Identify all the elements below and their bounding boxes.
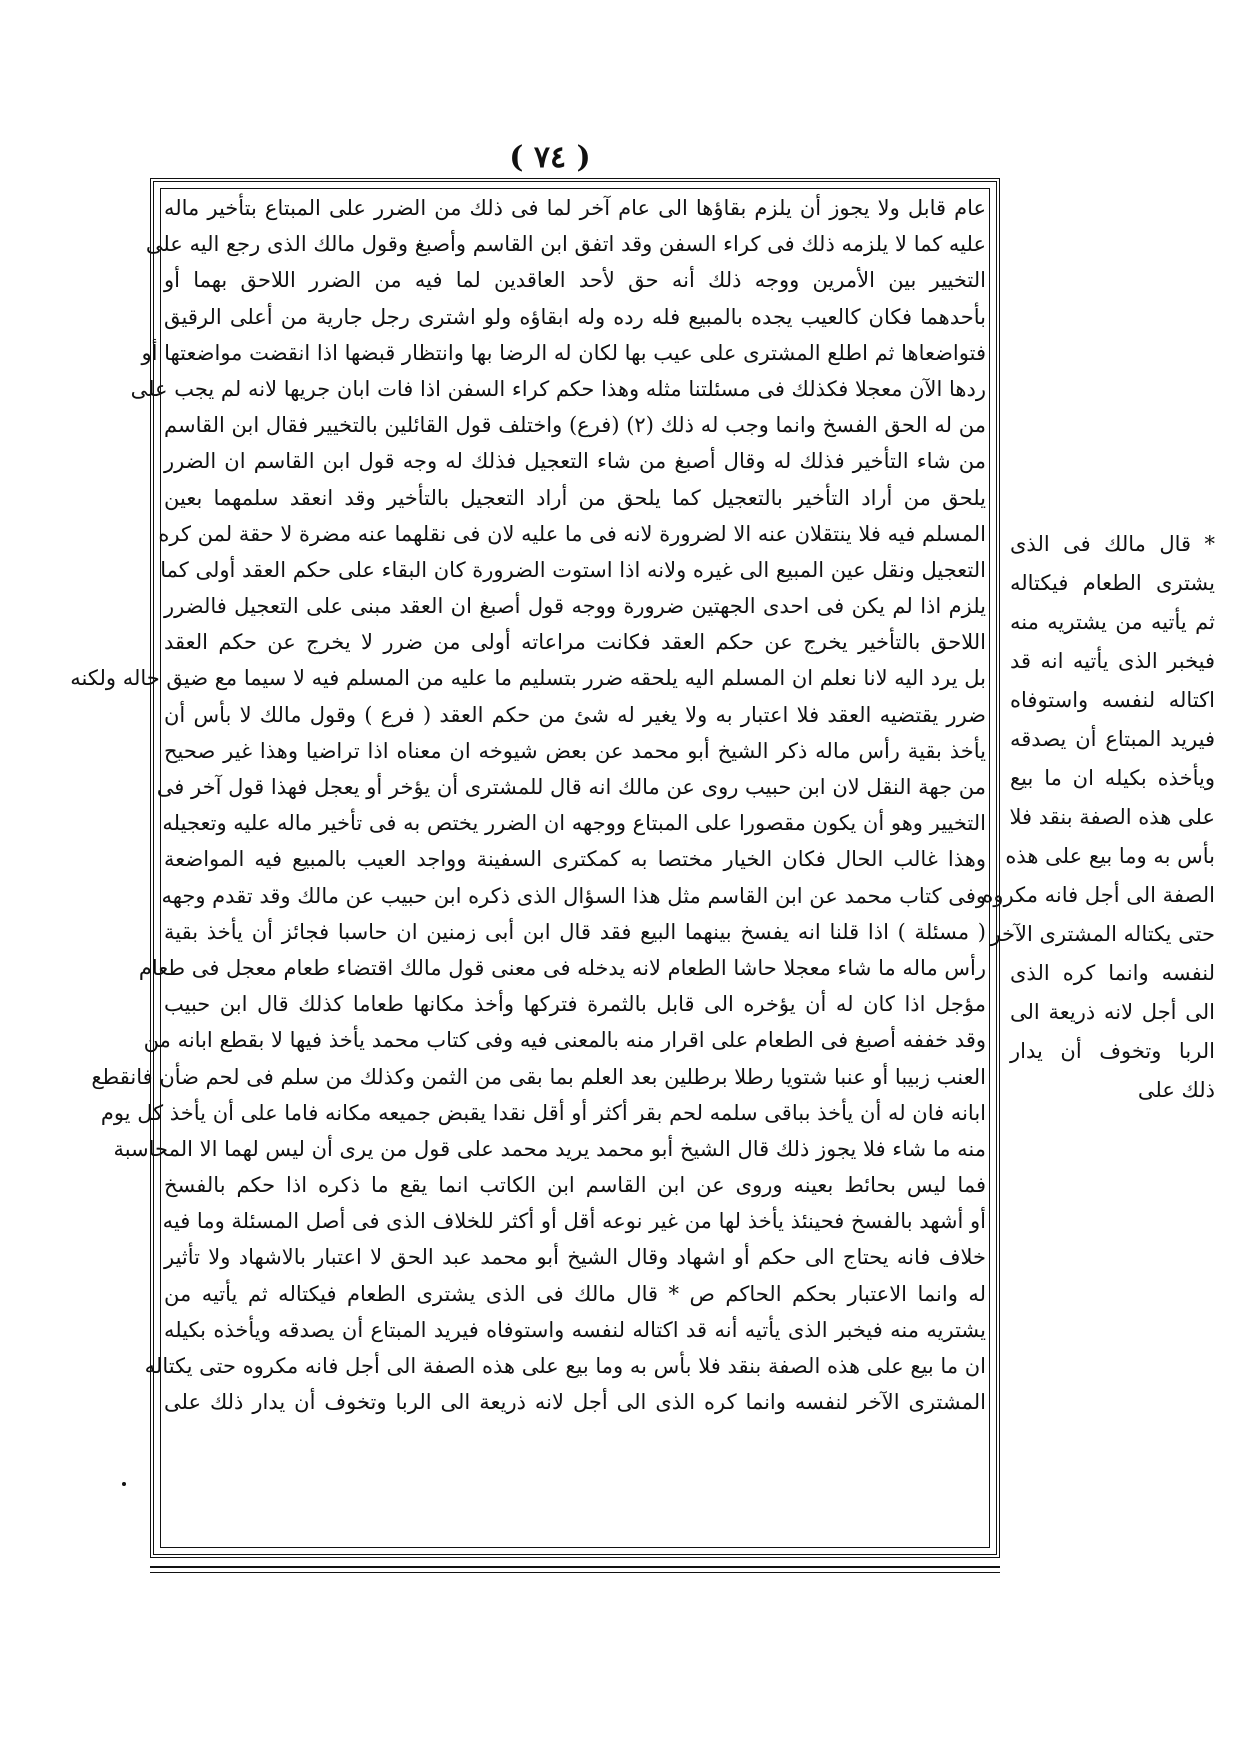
margin-note-line: حتى يكتاله المشترى الآخر: [990, 922, 1215, 946]
margin-note-line: فيخبر الذى يأتيه انه قد: [1010, 649, 1215, 673]
margin-note-line: ويأخذه بكيله ان ما بيع: [1010, 766, 1215, 790]
bottom-rule: [150, 1566, 1000, 1573]
main-text-line: له وانما الاعتبار بحكم الحاكم ص * قال مالك فى الذى يشترى الطعام فيكتاله ثم يأتيه من: [164, 1281, 986, 1306]
main-text-line: وقد خففه أصبغ فى الطعام على اقرار منه بالمعنى فيه وفى كتاب محمد يأخذ فيها لا بقطع ابانه من: [143, 1028, 986, 1053]
main-text-line: المسلم فيه فلا ينتقلان عنه الا لضرورة لانه فى ما عليه لان فى نقلهما عنه مضرة لا حقة لمن كره: [158, 521, 986, 546]
main-text-line: اللاحق بالتأخير يخرج عن حكم العقد فكانت مراعاته أولى من ضرر لا يخرج عن حكم العقد: [164, 630, 986, 655]
main-text-line: يأخذ بقية رأس ماله ذكر الشيخ أبو محمد عن بعض شيوخه ان معناه اذا تراضيا وهذا غير صحيح: [164, 738, 986, 763]
margin-note-line: اكتاله لنفسه واستوفاه: [1010, 688, 1215, 712]
main-text-line: وهذا غالب الحال فكان الخيار مختصا به كمكترى السفينة وواجد العيب بالمبيع فيه المواضعة: [164, 847, 986, 872]
main-text-line: وفى كتاب محمد عن ابن القاسم مثل هذا السؤال الذى ذكره ابن حبيب عن مالك وقد تقدم وجهه: [161, 883, 986, 908]
margin-note-line: الصفة الى أجل فانه مكروه: [982, 883, 1215, 907]
margin-note-line: ذلك على: [1137, 1078, 1215, 1102]
margin-note-line: ثم يأتيه من يشتريه منه: [1010, 610, 1215, 634]
margin-note-line: * قال مالك فى الذى: [1010, 532, 1215, 556]
main-text-line: فما ليس بحائط بعينه وروى عن ابن القاسم ابن الكاتب انما يقع ما ذكره اذا حكم بالفسخ: [164, 1173, 986, 1198]
main-text-line: ردها الآن معجلا فكذلك فى مسئلتنا مثله وهذا حكم كراء السفن اذا فات ابان جريها لانه لم يجب على: [130, 376, 986, 401]
main-text-line: مؤجل اذا كان له أن يؤخره الى قابل بالثمرة فتركها وأخذ مكانها طعاما كذلك قال ابن حبيب: [164, 992, 986, 1017]
main-text-line: أو أشهد بالفسخ فحينئذ يأخذ لها من غير نوعه أقل أو أكثر للخلاف الذى فى أصل المسئلة وما فيه: [162, 1209, 986, 1234]
main-text-line: ابانه فان له أن يأخذ بباقى سلمه لحم بقر أكثر أو أقل نقدا يقبض جميعه مكانه فاما على أن يأخذ كل يوم: [100, 1100, 986, 1125]
main-text-line: عليه كما لا يلزمه ذلك فى كراء السفن وقد اتفق ابن القاسم وأصبغ وقول مالك الذى رجع اليه على: [145, 232, 986, 257]
stray-mark: [122, 1482, 126, 1486]
main-text-body: [70, 190, 986, 1550]
margin-note-line: الربا وتخوف أن يدار: [1010, 1039, 1215, 1063]
main-text-line: منه ما شاء فلا يجوز ذلك قال الشيخ أبو محمد يريد محمد على قول من يرى أن ليس لهما الا المحاسبة: [113, 1136, 986, 1161]
main-text-line: ان ما بيع على هذه الصفة بنقد فلا بأس به وما بيع على هذه الصفة الى أجل فانه مكروه حتى يكتاله: [144, 1354, 986, 1378]
main-text-line: يشتريه منه فيخبر الذى يأتيه أنه قد اكتاله لنفسه واستوفاه فيريد المبتاع أن يصدقه ويأخذه بكيله: [164, 1317, 986, 1342]
main-text-line: بل يرد اليه لانا نعلم ان المسلم اليه يلحقه ضرر بتسليم ما عليه من المسلم فيه لا سيما مع ضيق حاله ولكنه: [70, 666, 986, 691]
margin-note-line: الى أجل لانه ذريعة الى: [1010, 1000, 1215, 1024]
main-text-line: من جهة النقل لان ابن حبيب روى عن مالك انه قال للمشترى أن يؤخر أو يعجل فهذا قول آخر فى: [156, 775, 986, 799]
margin-note: [982, 525, 1215, 1110]
main-text-line: خلاف فانه يحتاج الى حكم أو اشهاد وقال الشيخ أبو محمد عبد الحق لا اعتبار بالاشهاد ولا تأثير: [164, 1245, 986, 1270]
main-text-line: عام قابل ولا يجوز أن يلزم بقاؤها الى عام آخر لما فى ذلك من الضرر على المبتاع بتأخير ماله: [164, 196, 986, 220]
main-text-line: العنب زبيبا أو عنبا شتويا رطلا برطلين بعد العلم بما بقى من الثمن وكذلك من سلم فى لحم ضأن فانقطع: [91, 1064, 986, 1089]
main-text-line: ضرر يقتضيه العقد فلا اعتبار به ولا يغير له شئ من حكم العقد ( فرع ) وقول مالك لا بأس أن: [164, 702, 986, 727]
main-text-line: فتواضعاها ثم اطلع المشترى على عيب بها لكان له الرضا بها وانتظار قبضها اذا انقضت مواضعتها أو: [141, 340, 986, 365]
main-text-line: يلحق من أراد التأخير بالتعجيل كما يلحق من أراد التعجيل بالتأخير وقد انعقد سلمهما بعين: [164, 485, 986, 510]
main-text-line: بأحدهما فكان كالعيب يجده بالمبيع فله رده وله ابقاؤه ولو اشترى رجل جارية من أعلى الرقيق: [164, 304, 986, 329]
main-text-line: ( مسئلة ) اذا قلنا انه يفسخ بينهما البيع فقد قال ابن أبى زمنين ان حاسبا فجائز أن يأخذ بقية: [164, 919, 986, 944]
main-text-line: من له الحق الفسخ وانما وجب له ذلك (٢) (فرع) واختلف قول القائلين بالتخيير فقال ابن القاسم: [164, 413, 986, 438]
main-text-line: التخيير بين الأمرين ووجه ذلك أنه حق لأحد العاقدين لما فيه من الضرر اللاحق بهما أو: [164, 268, 986, 293]
main-text-line: التخيير وهو أن يكون مقصورا على المبتاع ووجهه ان الضرر يختص به فى تأخير ماله عليه وتعجيله: [162, 811, 986, 836]
main-text-line: رأس ماله ما شاء معجلا حاشا الطعام لانه يدخله فى معنى قول مالك اقتضاء طعام معجل فى طعام: [138, 955, 986, 980]
page-number: ( ٧٤ ): [509, 140, 591, 175]
margin-note-line: بأس به وما بيع على هذه: [1005, 844, 1215, 868]
margin-note-line: يشترى الطعام فيكتاله: [1010, 571, 1215, 595]
main-text-line: يلزم اذا لم يكن فى احدى الجهتين ضرورة ووجه قول أصبغ ان العقد مبنى على التعجيل فالضرر: [164, 594, 986, 619]
margin-note-line: لنفسه وانما كره الذى: [1010, 961, 1215, 985]
margin-note-line: على هذه الصفة بنقد فلا: [1009, 805, 1215, 829]
main-text-line: من شاء التأخير فذلك له وقال أصبغ من شاء التعجيل فذلك له وجه قول ابن القاسم ان الضرر: [164, 449, 986, 474]
main-text-line: التعجيل ونقل عين المبيع الى غيره ولانه اذا استوت الضرورة كان البقاء على حكم العقد أولى كما: [160, 557, 986, 582]
margin-note-line: فيريد المبتاع أن يصدقه: [1010, 727, 1215, 751]
main-text-line: المشترى الآخر لنفسه وانما كره الذى الى أجل لانه ذريعة الى الربا وتخوف أن يدار ذلك على: [164, 1390, 986, 1415]
